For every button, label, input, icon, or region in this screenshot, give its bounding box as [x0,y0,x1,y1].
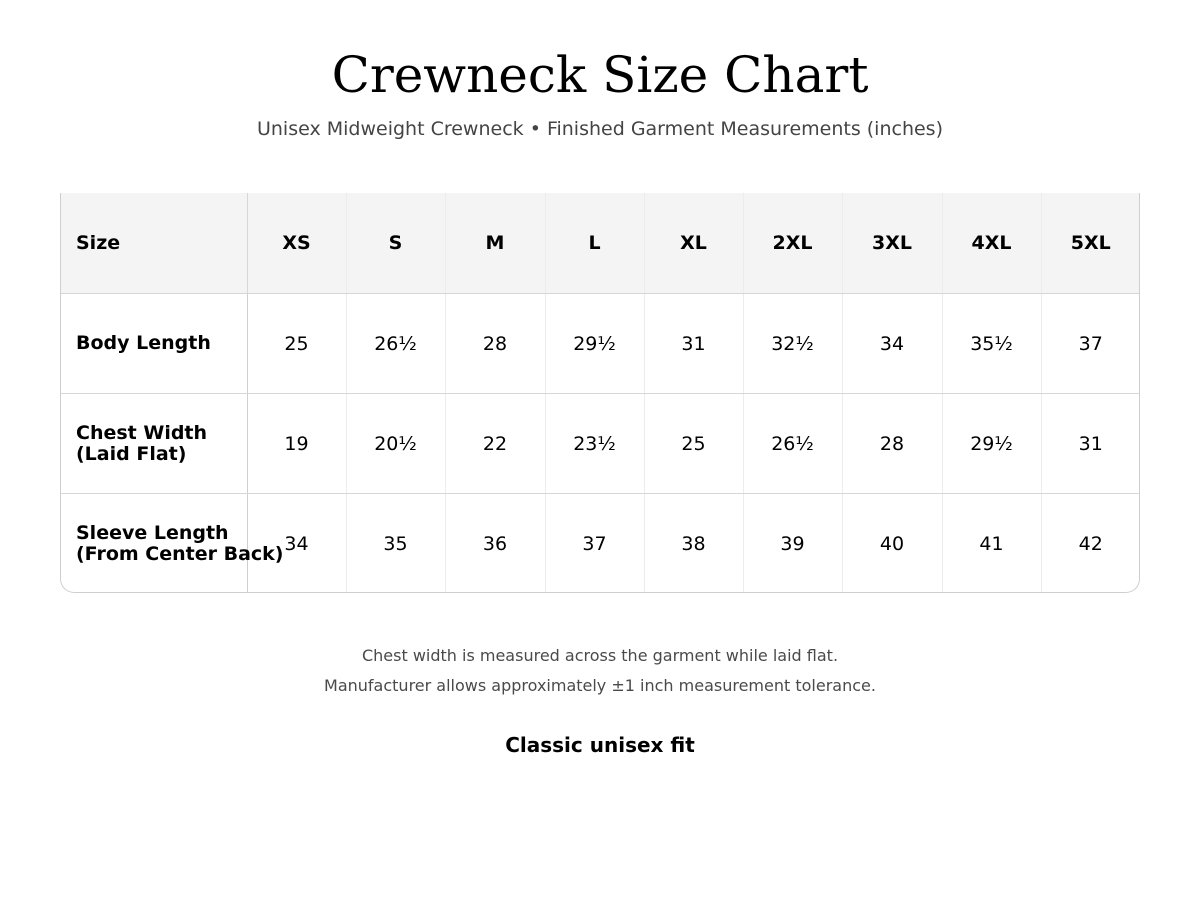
page-title: Crewneck Size Chart [331,46,869,104]
size-header-3xl: 3XL [842,193,942,294]
table-cell: 37 [545,494,644,594]
table-cell: 34 [842,294,942,394]
fit-label: Classic unisex fit [505,733,695,757]
row-label-sleeve-length [60,494,284,594]
table-cell: 25 [247,294,346,394]
table-cell: 28 [842,394,942,494]
table-cell: 29½ [942,394,1041,494]
table-cell: 29½ [545,294,644,394]
table-cell: 36 [445,494,545,594]
table-cell: 35 [346,494,445,594]
table-cell: 42 [1078,532,1103,555]
table-cell: 40 [842,494,942,594]
table-cell: 20½ [346,394,445,494]
table-cell: 22 [445,394,545,494]
table-cell: 39 [743,494,842,594]
size-column-header: Size [60,193,247,294]
table-cell: 26½ [346,294,445,394]
table-cell: 28 [445,294,545,394]
row-label-line1: Body Length [76,332,211,354]
size-header-l: L [545,193,644,294]
table-row-body-length [60,294,1140,394]
table-cell: 31 [1041,394,1140,494]
size-header-4xl: 4XL [942,193,1041,294]
row-label-line1: Sleeve Length [76,521,229,544]
table-cell: 35½ [942,294,1041,394]
measurement-note: Chest width is measured across the garment while laid flat. [361,646,839,665]
table-cell: 19 [247,394,346,494]
tolerance-note: Manufacturer allows approximately ±1 inch measurement tolerance. [324,676,876,695]
row-label-chest-width [60,394,247,494]
size-header-s: S [346,193,445,294]
row-label-line1: Chest Width [76,421,208,444]
page-subtitle: Unisex Midweight Crewneck • Finished Garment Measurements (inches) [256,118,943,140]
size-header-xs: XS [247,193,346,294]
table-cell: 26½ [743,394,842,494]
row-label-line2: (From Center Back) [76,542,284,565]
size-header-m: M [445,193,545,294]
size-chart-table [60,193,1140,593]
table-cell: 38 [644,494,743,594]
table-cell: 34 [247,494,346,594]
size-header-row [60,193,1140,294]
size-header-5xl: 5XL [1041,193,1140,294]
table-cell: 31 [644,294,743,394]
size-chart-table-container [60,193,1140,593]
row-label-line2: (Laid Flat) [76,442,187,465]
table-row-sleeve-length [60,494,1140,594]
table-cell: 25 [644,394,743,494]
table-cell: 37 [1041,294,1140,394]
size-header-2xl: 2XL [743,193,842,294]
row-label-body-length [60,294,247,394]
size-header-xl: XL [644,193,743,294]
table-cell: 32½ [743,294,842,394]
table-row-chest-width [60,394,1140,494]
table-cell: 41 [942,494,1041,594]
table-cell: 23½ [545,394,644,494]
